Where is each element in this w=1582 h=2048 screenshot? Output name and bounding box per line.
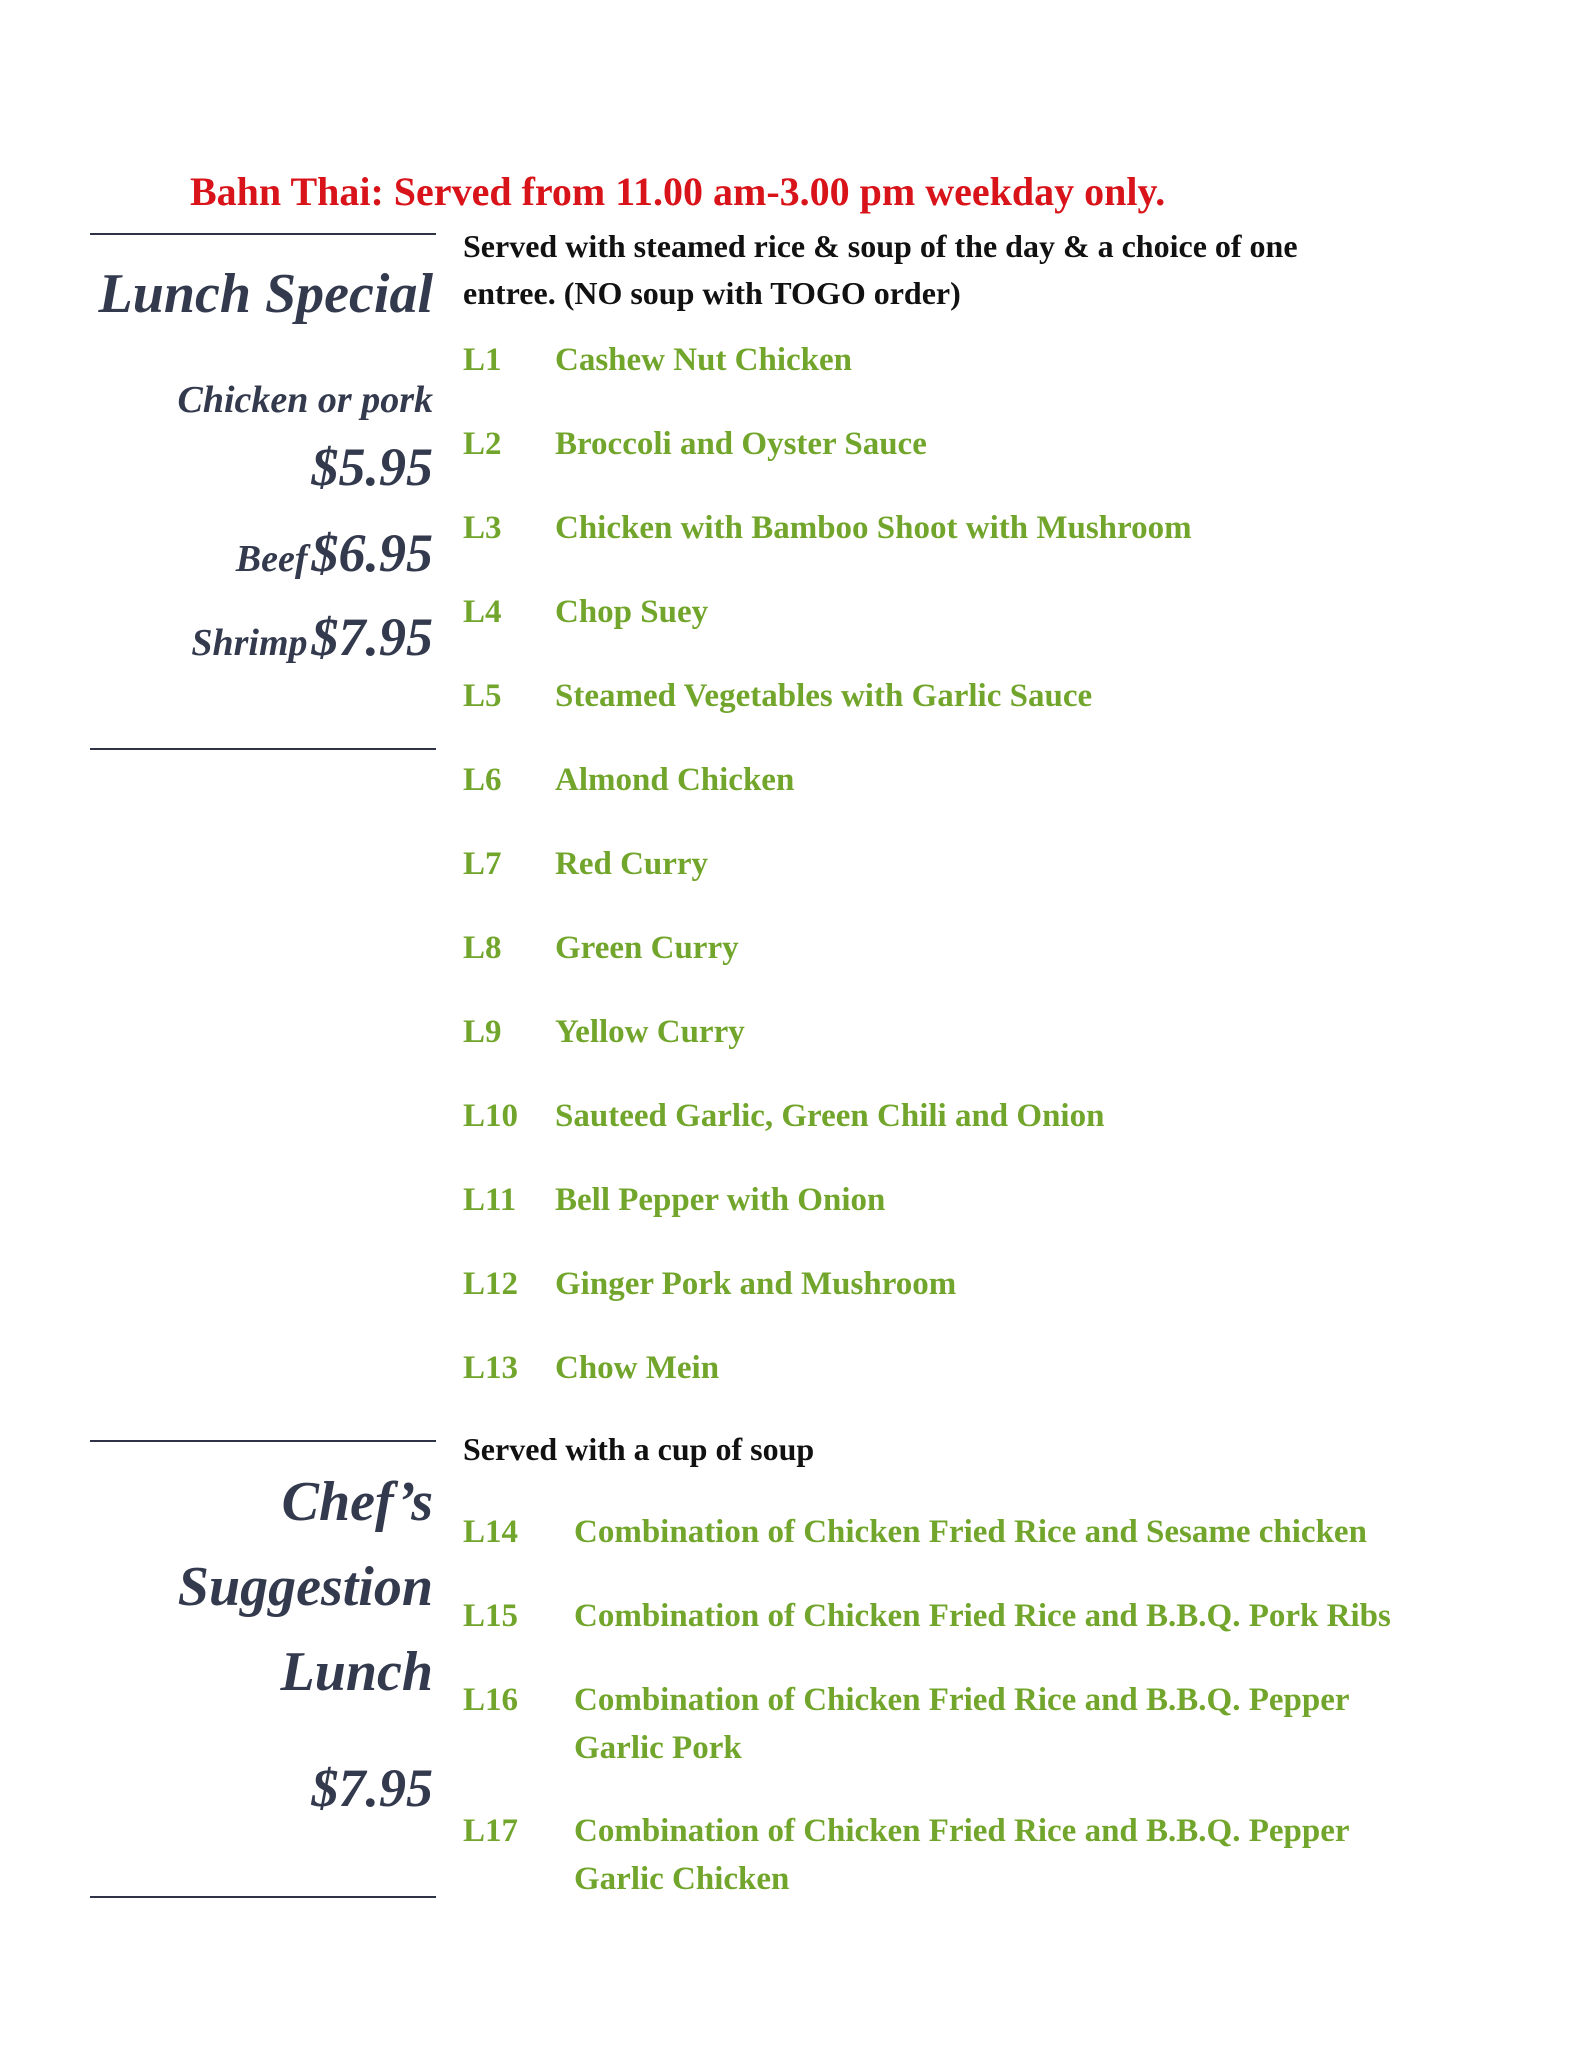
section-divider-top bbox=[90, 233, 436, 235]
item-code: L9 bbox=[463, 1014, 502, 1050]
item-name: Chicken with Bamboo Shoot with Mushroom bbox=[555, 510, 1192, 546]
item-name: Combination of Chicken Fried Rice and B.B.Q. Pork Ribs bbox=[574, 1598, 1391, 1634]
item-code: L17 bbox=[463, 1813, 519, 1849]
shrimp-price: $7.95 bbox=[311, 607, 433, 667]
beef-price: $6.95 bbox=[311, 523, 433, 583]
item-code: L2 bbox=[463, 426, 502, 462]
item-name: Combination of Chicken Fried Rice and Sesame chicken bbox=[574, 1514, 1367, 1550]
item-code: L3 bbox=[463, 510, 502, 546]
item-code: L10 bbox=[463, 1098, 519, 1134]
chicken-pork-price: $5.95 bbox=[311, 437, 433, 497]
item-name: Broccoli and Oyster Sauce bbox=[555, 426, 927, 462]
chefs-title-line2: Suggestion bbox=[177, 1556, 433, 1618]
item-name: Sauteed Garlic, Green Chili and Onion bbox=[555, 1098, 1105, 1134]
section-divider-lunch-end bbox=[90, 748, 436, 750]
menu-banner: Bahn Thai: Served from 11.00 am-3.00 pm weekday only. bbox=[190, 169, 1166, 214]
beef-label: Beef bbox=[235, 538, 308, 580]
shrimp-label: Shrimp bbox=[191, 622, 308, 664]
item-code: L14 bbox=[463, 1514, 519, 1550]
item-name-line2: Garlic Chicken bbox=[574, 1861, 790, 1897]
item-name: Yellow Curry bbox=[555, 1014, 745, 1050]
item-name: Ginger Pork and Mushroom bbox=[555, 1266, 957, 1302]
item-code: L12 bbox=[463, 1266, 519, 1302]
item-name: Green Curry bbox=[555, 930, 739, 966]
chefs-title-line3: Lunch bbox=[280, 1641, 433, 1703]
item-name: Steamed Vegetables with Garlic Sauce bbox=[555, 678, 1093, 714]
shrimp-price-row bbox=[191, 606, 433, 668]
item-code: L8 bbox=[463, 930, 502, 966]
item-name: Bell Pepper with Onion bbox=[555, 1182, 886, 1218]
lunch-special-intro-line1: Served with steamed rice & soup of the day & a choice of one bbox=[463, 228, 1298, 264]
item-name-line2: Garlic Pork bbox=[574, 1730, 742, 1766]
item-code: L13 bbox=[463, 1350, 519, 1386]
item-code: L1 bbox=[463, 342, 502, 378]
item-code: L11 bbox=[463, 1182, 517, 1218]
item-name: Combination of Chicken Fried Rice and B.B.Q. Pepper bbox=[574, 1813, 1350, 1849]
section-divider-chefs-end bbox=[90, 1896, 436, 1898]
chefs-price: $7.95 bbox=[311, 1758, 433, 1818]
item-name: Cashew Nut Chicken bbox=[555, 342, 853, 378]
item-code: L5 bbox=[463, 678, 502, 714]
item-name: Chop Suey bbox=[555, 594, 709, 630]
chefs-intro: Served with a cup of soup bbox=[463, 1431, 815, 1467]
chicken-pork-label: Chicken or pork bbox=[177, 379, 433, 421]
item-code: L16 bbox=[463, 1682, 519, 1718]
section-divider-chefs-top bbox=[90, 1440, 436, 1442]
item-name: Combination of Chicken Fried Rice and B.B.Q. Pepper bbox=[574, 1682, 1350, 1718]
lunch-special-intro-line2: entree. (NO soup with TOGO order) bbox=[463, 275, 961, 311]
lunch-special-title: Lunch Special bbox=[98, 263, 433, 325]
item-name: Red Curry bbox=[555, 846, 709, 882]
chefs-title-line1: Chef’s bbox=[281, 1471, 433, 1533]
item-code: L15 bbox=[463, 1598, 519, 1634]
item-name: Almond Chicken bbox=[555, 762, 795, 798]
item-code: L4 bbox=[463, 594, 502, 630]
item-name: Chow Mein bbox=[555, 1350, 720, 1386]
item-code: L6 bbox=[463, 762, 502, 798]
item-code: L7 bbox=[463, 846, 502, 882]
beef-price-row bbox=[236, 522, 433, 584]
